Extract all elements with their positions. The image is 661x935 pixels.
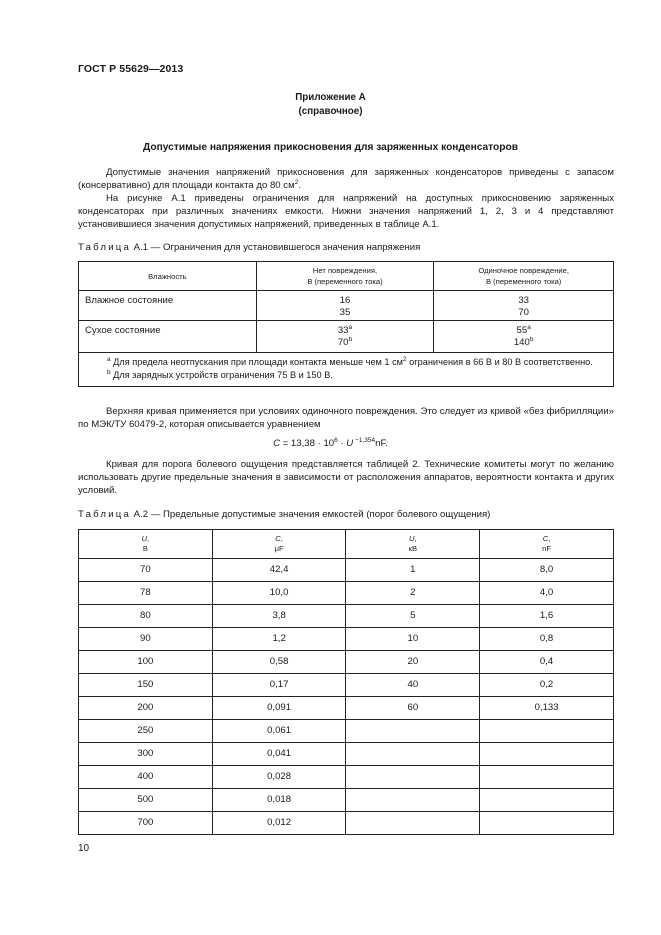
footnote-sup: 2 [403,356,407,363]
table-1-header-row [79,262,614,291]
value-mark: b [529,336,534,343]
table-cell: 250 [79,720,213,743]
value-mark: a [527,324,531,331]
table-cell: 500 [79,789,213,812]
footnote-b [85,369,607,382]
table-cell: 0,012 [212,812,346,835]
equation [0,437,661,450]
header-unit: кВ [408,544,418,553]
table-cell: 200 [79,697,213,720]
table-cell [346,766,480,789]
value: 16 [339,295,351,306]
table-1-cell-label: Сухое состояние [79,321,257,353]
paragraph-1-sup: 2 [294,179,299,187]
table-1-row [79,321,614,353]
table-2 [78,529,614,835]
table-cell: 700 [79,812,213,835]
paragraph-1 [78,166,614,192]
table-cell: 60 [346,697,480,720]
table-cell: 0,028 [212,766,346,789]
value: 55 [516,325,528,336]
table-cell: 150 [79,674,213,697]
table-1-row [79,291,614,321]
table-1-header-single-fault [434,262,614,291]
table-row [79,743,614,766]
table-1-header-humidity: Влажность [79,262,257,291]
footnote-text: Для зарядных устройств ограничения 75 В и 150 В. [110,370,333,380]
table-cell [346,789,480,812]
table-cell: 40 [346,674,480,697]
single-fault-unit: В [485,277,492,286]
table-cell [346,743,480,766]
table-2-header-c-uf: C, μF [212,530,346,559]
paragraph-2: На рисунке А.1 приведены ограничения для напряжений на доступных прикосновению заряженных конденсаторах при различных значениях емкости. Нижни значения напряжений 1, 2, 3 и 4 представляют установившиеся значения допустимых напряжений, приведенных в таблице А.1. [78,193,614,231]
eq-exp2: −1,354 [353,437,376,444]
table-cell: 100 [79,651,213,674]
table-2-header-c-nf: C, nF [480,530,614,559]
header-symbol: C [542,534,549,543]
eq-tail: nF. [375,438,388,449]
table-1-cell-label: Влажное состояние [79,291,257,321]
table-2-header-row [79,530,614,559]
table-cell: 80 [79,605,213,628]
table-1 [78,261,614,387]
table-row [79,605,614,628]
page-number: 10 [78,843,90,854]
table-cell: 2 [346,582,480,605]
table-cell: 90 [79,628,213,651]
table-row [79,582,614,605]
table-1-footnotes [79,353,614,387]
table-1-cell-no-fault [256,291,434,321]
footnote-a [85,356,607,369]
header-symbol: U [409,534,415,543]
header-symbol: C [275,534,281,543]
table-cell: 1,2 [212,628,346,651]
table-1-cell-single-fault [434,321,614,353]
table-1-caption [78,241,420,254]
value-mark: a [348,324,353,331]
eq-mid: = 13,38 · 10 [280,438,335,449]
footnote-text: Для предела неотпускания при площади контакта меньше чем 1 см [110,357,403,367]
annex-title: Приложение А [295,92,366,103]
header-symbol: U [141,534,148,543]
paragraph-3: Верхняя кривая применяется при условиях одиночного повреждения. Это следует из кривой «без фибрилляции» по МЭК/ТУ 60479-2, которая описывается уравнением [78,406,614,431]
table-cell [480,743,614,766]
value: 33 [518,295,529,306]
table-cell [480,789,614,812]
table-row [79,651,614,674]
table-cell [480,766,614,789]
table-cell: 10 [346,628,480,651]
paragraph-1-tail: . [298,180,301,192]
annex-subtitle: (справочное) [298,106,363,117]
eq-exp1: 6 [334,437,338,444]
table-cell [346,812,480,835]
footnote-tail: ограничения в 66 В и 80 В соответственно. [406,357,593,367]
table-cell: 20 [346,651,480,674]
table-row [79,789,614,812]
value: 70 [518,307,529,318]
no-fault-unit: В [307,277,313,286]
table-row [79,766,614,789]
no-fault-ac: (переменного тока) [314,277,383,286]
header-unit: В [142,544,148,553]
table-2-caption [78,508,490,521]
table-cell: 0,018 [212,789,346,812]
value: 70 [337,337,349,348]
table-cell: 0,133 [480,697,614,720]
table-cell: 78 [79,582,213,605]
table-cell: 400 [79,766,213,789]
single-fault-ac: (переменного тока) [493,277,562,286]
table-cell: 0,2 [480,674,614,697]
table-row [79,812,614,835]
table-cell: 10,0 [212,582,346,605]
table-row [79,674,614,697]
table-2-body [79,559,614,835]
table-cell: 4,0 [480,582,614,605]
table-cell [346,720,480,743]
value: 33 [337,325,349,336]
eq-var: U [346,438,354,449]
paragraph-4: Кривая для порога болевого ощущения представляется таблицей 2. Технические комитеты могут по желанию использовать другие предельные значения в зависимости от расположения аппаратов, вероятности контакта и других условий. [78,459,614,497]
table-cell: 0,061 [212,720,346,743]
table-1-footnotes-row [79,353,614,387]
section-title: Допустимые напряжения прикосновения для заряженных конденсаторов [143,142,518,153]
table-cell: 3,8 [212,605,346,628]
footnote-mark: b [107,369,111,376]
annex-heading [0,91,661,119]
table-cell: 5 [346,605,480,628]
table-2-header-u-kv: U, кВ [346,530,480,559]
no-fault-label: Нет повреждения, [312,266,378,275]
table-1-header-no-fault [256,262,434,291]
single-fault-label: Одиночное повреждение, [478,266,569,275]
table-1-cell-single-fault [434,291,614,321]
table-1-caption-word: Таблица [78,242,132,253]
table-2-caption-word: Таблица [78,509,132,520]
document-code: ГОСТ Р 55629—2013 [78,63,184,75]
eq-lhs: C [273,438,280,449]
table-cell: 42,4 [212,559,346,582]
header-unit: nF [542,544,552,553]
table-1-cell-no-fault [256,321,434,353]
table-cell: 70 [79,559,213,582]
footnote-mark: a [107,356,111,363]
header-unit: μF [274,544,284,553]
value: 35 [339,307,351,318]
table-cell: 0,041 [212,743,346,766]
table-cell [480,812,614,835]
table-cell: 1,6 [480,605,614,628]
table-row [79,628,614,651]
table-2-header-u-v: U, В [79,530,213,559]
eq-mid2: · [337,438,347,449]
table-row [79,697,614,720]
table-cell [480,720,614,743]
table-cell: 1 [346,559,480,582]
table-cell: 300 [79,743,213,766]
table-cell: 0,8 [480,628,614,651]
value-mark: b [348,336,353,343]
paragraph-1-text: Допустимые значения напряжений прикосновения для заряженных конденсаторов приведены с запасом (консервативно) для площади контакта до 80 см [78,167,614,192]
table-row [79,559,614,582]
table-cell: 0,4 [480,651,614,674]
table-cell: 8,0 [480,559,614,582]
table-cell: 0,58 [212,651,346,674]
table-row [79,720,614,743]
table-2-caption-text: А.2 — Предельные допустимые значения емкостей (порог болевого ощущения) [131,509,491,520]
table-cell: 0,17 [212,674,346,697]
table-cell: 0,091 [212,697,346,720]
value: 140 [513,337,530,348]
table-1-caption-text: А.1 — Ограничения для установившегося значения напряжения [131,242,421,253]
